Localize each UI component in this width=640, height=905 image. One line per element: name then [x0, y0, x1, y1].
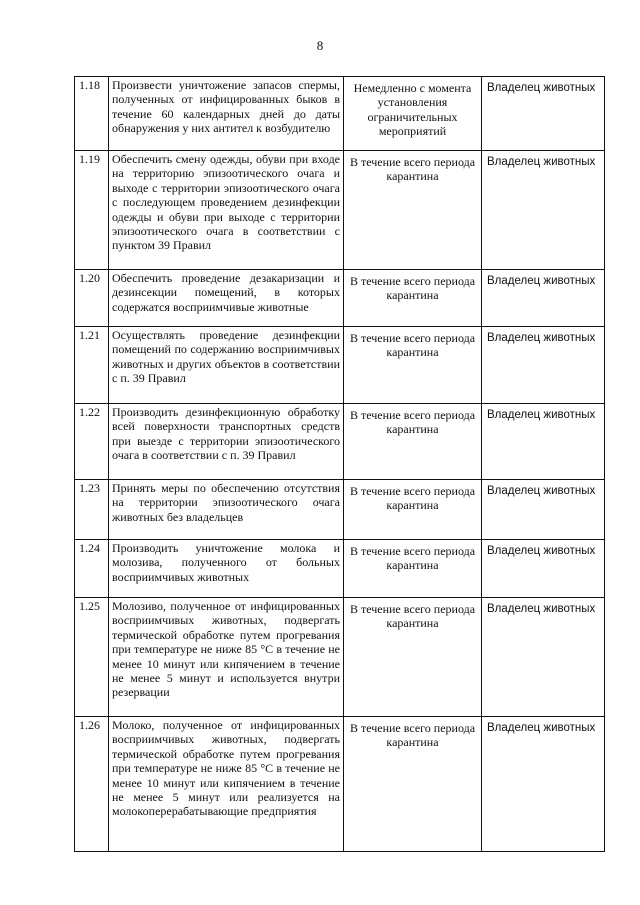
measures-table: [74, 76, 605, 852]
row-action: Молозиво, полученное от инфицированных восприимчивых животных, подвергать термической обработке путем прогревания при температуре не ниже 85 °С в течение не менее 10 минут или кипячением в течение не менее 5 минут и используется внутри резервации: [109, 598, 344, 717]
row-term: В течение всего периода карантина: [344, 598, 482, 717]
row-responsible: Владелец животных: [482, 717, 605, 852]
row-action: Производить дезинфекционную обработку всей поверхности транспортных средств при выезде с территории эпизоотического очага в соответствии с п. 39 Правил: [109, 404, 344, 480]
row-responsible: Владелец животных: [482, 151, 605, 270]
table-row: [75, 270, 605, 327]
table-row: [75, 327, 605, 404]
row-number: 1.23: [75, 480, 109, 540]
row-action: Осуществлять проведение дезинфекции помещений по содержанию восприимчивых животных и других объектов в соответствии с п. 39 Правил: [109, 327, 344, 404]
table-row: [75, 540, 605, 598]
row-responsible: Владелец животных: [482, 404, 605, 480]
row-number: 1.22: [75, 404, 109, 480]
row-number: 1.25: [75, 598, 109, 717]
row-number: 1.21: [75, 327, 109, 404]
row-responsible: Владелец животных: [482, 327, 605, 404]
row-term: В течение всего периода карантина: [344, 540, 482, 598]
row-responsible: Владелец животных: [482, 540, 605, 598]
row-responsible: Владелец животных: [482, 480, 605, 540]
row-number: 1.24: [75, 540, 109, 598]
table-row: [75, 717, 605, 852]
table-row: [75, 598, 605, 717]
table-row: [75, 404, 605, 480]
page-number: 8: [316, 38, 324, 53]
table-row: [75, 480, 605, 540]
row-term: В течение всего периода карантина: [344, 717, 482, 852]
row-term: В течение всего периода карантина: [344, 270, 482, 327]
row-number: 1.20: [75, 270, 109, 327]
row-action: Произвести уничтожение запасов спермы, полученных от инфицированных быков в течение 60 календарных дней до даты обнаружения у них антител к возбудителю: [109, 77, 344, 151]
row-term: Немедленно с момента установления ограничительных мероприятий: [344, 77, 482, 151]
row-action: Обеспечить проведение дезакаризации и дезинсекции помещений, в которых содержатся восприимчивые животные: [109, 270, 344, 327]
row-action: Молоко, полученное от инфицированных восприимчивых животных, подвергать термической обработке путем прогревания при температуре не ниже 85 °С в течение не менее 10 минут или кипячением в течение не менее 5 минут или реализуется на молокоперерабатывающие предприятия: [109, 717, 344, 852]
row-action: Принять меры по обеспечению отсутствия на территории эпизоотического очага животных без владельцев: [109, 480, 344, 540]
row-term: В течение всего периода карантина: [344, 327, 482, 404]
row-number: 1.26: [75, 717, 109, 852]
row-action: Производить уничтожение молока и молозива, полученного от больных восприимчивых животных: [109, 540, 344, 598]
row-number: 1.19: [75, 151, 109, 270]
row-term: В течение всего периода карантина: [344, 480, 482, 540]
row-term: В течение всего периода карантина: [344, 404, 482, 480]
table-row: [75, 77, 605, 151]
row-term: В течение всего периода карантина: [344, 151, 482, 270]
row-responsible: Владелец животных: [482, 270, 605, 327]
row-number: 1.18: [75, 77, 109, 151]
row-responsible: Владелец животных: [482, 77, 605, 151]
row-action: Обеспечить смену одежды, обуви при входе на территорию эпизоотического очага и выходе с территории эпизоотического очага с последующем проведением дезинфекции одежды и обуви при выходе с территории эпизоотического очага в соответствии с пунктом 39 Правил: [109, 151, 344, 270]
row-responsible: Владелец животных: [482, 598, 605, 717]
table-row: [75, 151, 605, 270]
